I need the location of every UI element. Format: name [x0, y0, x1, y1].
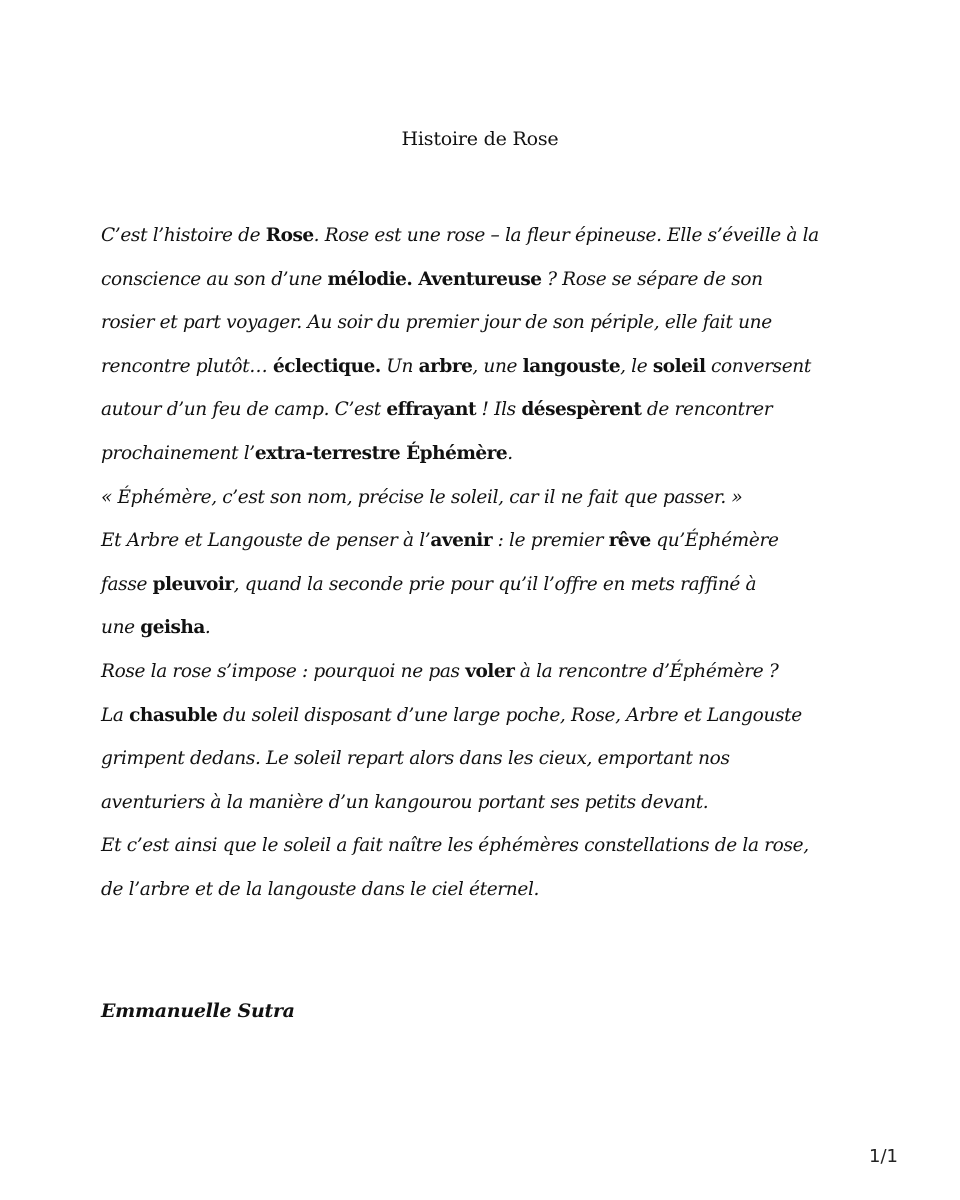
story-text: , une: [472, 355, 523, 377]
story-line: [101, 258, 901, 302]
story-text: qu’Éphémère: [650, 530, 779, 552]
story-text: du soleil disposant d’une large poche, Rose, Arbre et Langouste: [217, 704, 802, 726]
story-text: Et Arbre et Langouste de penser à l’: [101, 530, 431, 552]
story-text: prochainement l’: [101, 442, 255, 464]
story-line: [101, 388, 901, 432]
story-line: [101, 563, 901, 607]
story-text: autour d’un feu de camp. C’est: [101, 399, 387, 421]
emphasized-text: effrayant: [386, 399, 476, 421]
story-line: [101, 214, 901, 258]
emphasized-text: pleuvoir: [152, 573, 234, 595]
emphasized-text: éclectique.: [273, 355, 381, 377]
story-text: , le: [620, 355, 653, 377]
story-text: rencontre plutôt…: [101, 355, 273, 377]
story-text: ? Rose se sépare de son: [541, 268, 763, 290]
story-text: rosier et part voyager. Au soir du premier jour de son périple, elle fait une: [101, 312, 772, 334]
story-line: [101, 476, 901, 520]
emphasized-text: geisha: [140, 617, 205, 639]
story-line: [101, 824, 901, 868]
story-body: [101, 214, 901, 912]
story-line: [101, 868, 901, 912]
story-text: .: [507, 442, 513, 464]
page-number: 1/1: [869, 1146, 898, 1167]
author-signature: Emmanuelle Sutra: [101, 1000, 295, 1022]
story-text: .: [204, 617, 211, 639]
story-text: conversent: [705, 355, 811, 377]
emphasized-text: extra-terrestre Éphémère: [254, 442, 508, 464]
story-text: à la rencontre d’Éphémère ?: [514, 660, 779, 682]
emphasized-text: arbre: [418, 355, 473, 377]
story-text: « Éphémère, c’est son nom, précise le soleil, car il ne fait que passer. »: [101, 486, 743, 508]
story-text: La: [101, 704, 130, 726]
story-line: [101, 301, 901, 345]
story-line: [101, 606, 901, 650]
story-text: : le premier: [492, 530, 609, 552]
story-line: [101, 650, 901, 694]
document-title: Histoire de Rose: [401, 128, 559, 150]
emphasized-text: chasuble: [129, 704, 218, 726]
emphasized-text: soleil: [652, 355, 706, 377]
story-line: [101, 737, 901, 781]
story-text: ! Ils: [476, 399, 522, 421]
story-text: une: [101, 617, 141, 639]
story-text: . Rose est une rose – la fleur épineuse. Elle s’éveille à la: [313, 225, 819, 246]
story-text: de l’arbre et de la langouste dans le ciel éternel.: [101, 878, 540, 900]
story-line: [101, 345, 901, 389]
story-text: aventuriers à la manière d’un kangourou portant ses petits devant.: [101, 791, 709, 813]
emphasized-text: Rose: [265, 225, 314, 246]
story-text: Et c’est ainsi que le soleil a fait naître les éphémères constellations de la rose,: [101, 835, 809, 857]
story-text: de rencontrer: [641, 399, 773, 421]
story-text: Rose la rose s’impose : pourquoi ne pas: [101, 660, 466, 682]
emphasized-text: désespèrent: [521, 399, 642, 421]
emphasized-text: mélodie. Aventureuse: [327, 268, 542, 290]
story-text: , quand la seconde prie pour qu’il l’offre en mets raffiné à: [233, 573, 757, 595]
story-line: [101, 694, 901, 738]
story-text: Un: [380, 355, 419, 377]
emphasized-text: rêve: [608, 530, 651, 552]
story-text: C’est l’histoire de: [101, 225, 266, 246]
story-text: conscience au son d’une: [101, 268, 328, 290]
emphasized-text: avenir: [430, 530, 493, 552]
emphasized-text: langouste: [522, 355, 621, 377]
story-line: [101, 519, 901, 563]
story-text: grimpent dedans. Le soleil repart alors dans les cieux, emportant nos: [101, 748, 730, 770]
emphasized-text: voler: [465, 660, 515, 682]
story-text: fasse: [101, 573, 153, 595]
story-line: [101, 781, 901, 825]
story-line: [101, 432, 901, 476]
